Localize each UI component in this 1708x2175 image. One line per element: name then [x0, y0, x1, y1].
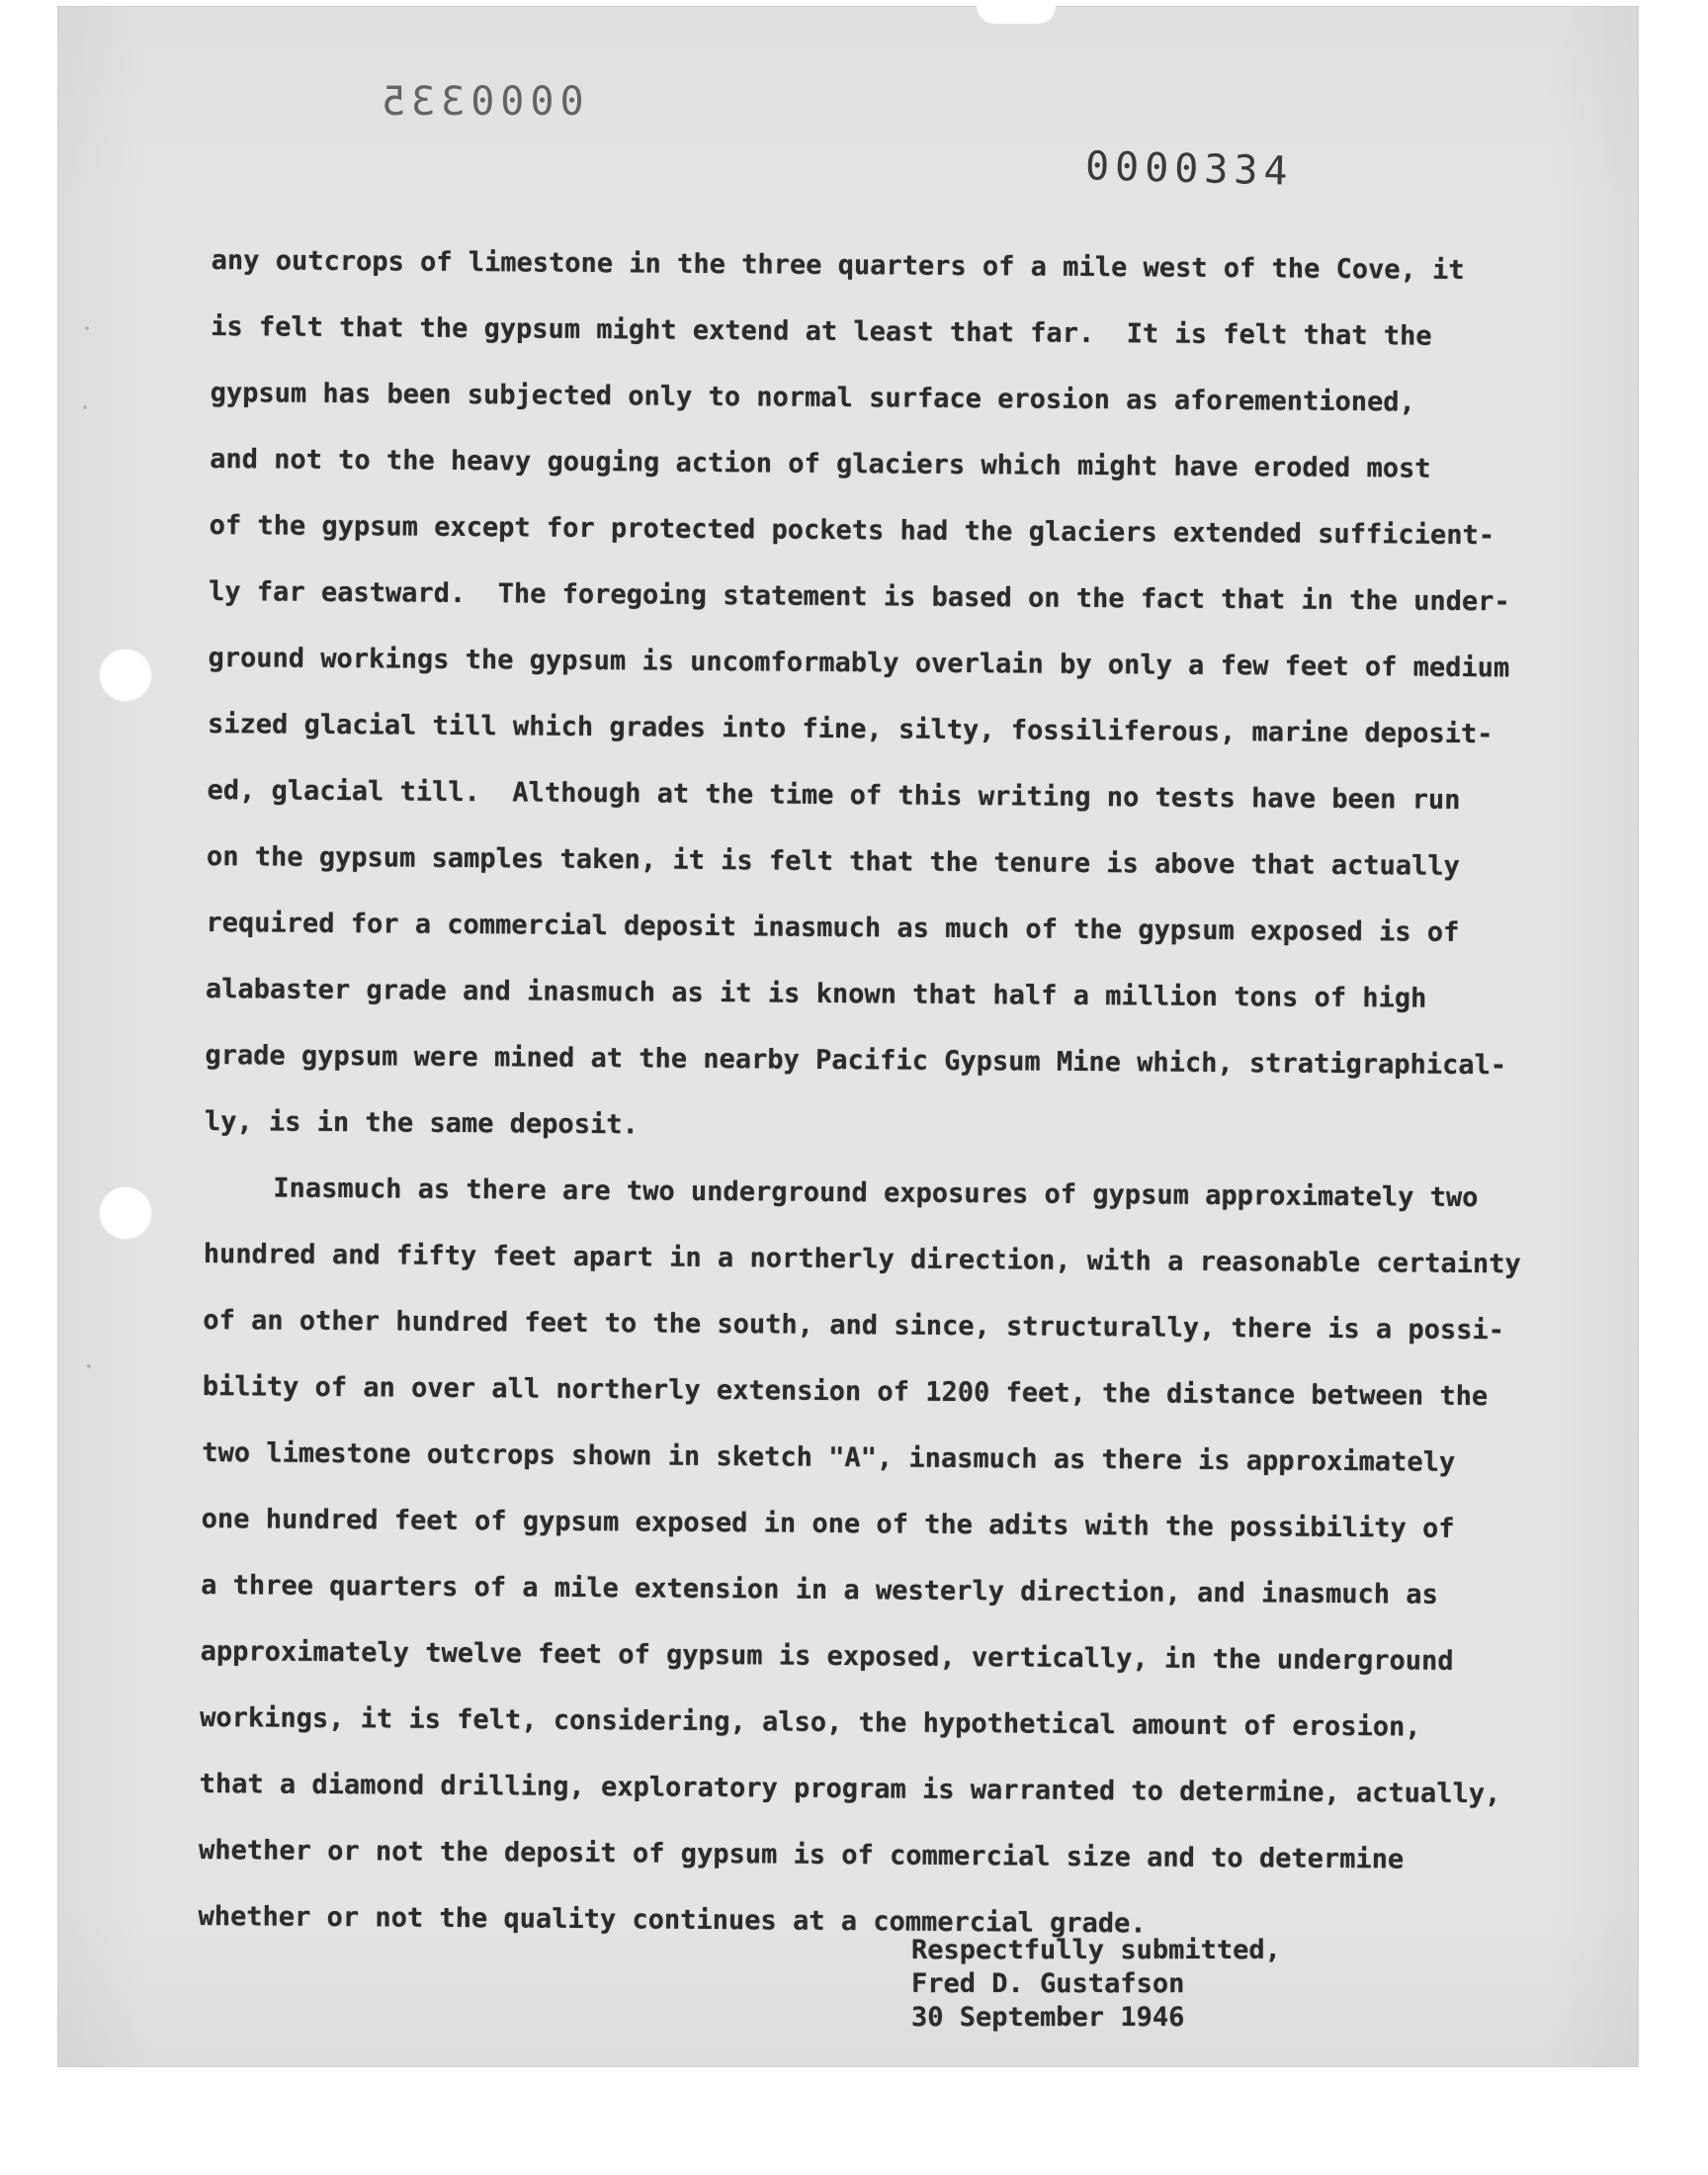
paper-speck [87, 1364, 91, 1368]
body-line: that a diamond drilling, exploratory program is warranted to determine, actually, [199, 1768, 1501, 1810]
paper-speck [85, 326, 89, 330]
body-line: one hundred feet of gypsum exposed in one of the adits with the possibility of [201, 1503, 1455, 1544]
body-line: alabaster grade and inasmuch as it is known that half a million tons of high [205, 973, 1427, 1014]
mirrored-page-stamp: 0000335 [376, 79, 584, 125]
signature-name: Fred D. Gustafson [911, 1968, 1185, 1999]
body-line: ly, is in the same deposit. [204, 1105, 639, 1141]
body-line: of an other hundred feet to the south, and since, structurally, there is a possi- [203, 1304, 1505, 1347]
body-line: approximately twelve feet of gypsum is exposed, vertically, in the underground [200, 1635, 1454, 1677]
body-line: ly far eastward. The foregoing statement is based on the fact that in the under- [208, 575, 1510, 618]
body-line: is felt that the gypsum might extend at least that far. It is felt that the [211, 310, 1432, 352]
body-line: two limestone outcrops shown in sketch "A", inasmuch as there is approximately [202, 1436, 1456, 1478]
body-line: sized glacial till which grades into fine, silty, fossiliferous, marine deposit- [207, 708, 1494, 750]
signature-date: 30 September 1946 [911, 2002, 1185, 2033]
body-line: required for a commercial deposit inasmuch as much of the gypsum exposed is of [206, 907, 1460, 948]
body-line: on the gypsum samples taken, it is felt that the tenure is above that actually [206, 840, 1461, 882]
body-line: whether or not the quality continues at a commercial grade. [198, 1900, 1147, 1940]
punch-hole-upper [99, 649, 152, 702]
body-line: grade gypsum were mined at the nearby Pacific Gypsum Mine which, stratigraphical- [205, 1039, 1507, 1082]
report-body [198, 227, 1556, 1960]
body-line: whether or not the deposit of gypsum is of commercial size and to determine [198, 1834, 1405, 1875]
page-number-stamp: 0000334 [1084, 143, 1295, 195]
paragraph-start-line: Inasmuch as there are two underground exposures of gypsum approximately two [273, 1173, 1479, 1214]
body-line: bility of an over all northerly extension of 1200 feet, the distance between the [202, 1370, 1489, 1413]
body-line: and not to the heavy gouging action of glaciers which might have eroded most [210, 443, 1431, 484]
punch-hole-lower [99, 1186, 152, 1240]
body-line: any outcrops of limestone in the three quarters of a mile west of the Cove, it [211, 244, 1465, 286]
signature-closing: Respectfully submitted, [911, 1935, 1281, 1965]
body-line: a three quarters of a mile extension in a westerly direction, and inasmuch as [201, 1569, 1438, 1610]
body-line: of the gypsum except for protected pockets had the glaciers extended sufficient- [209, 509, 1495, 552]
body-line: gypsum has been subjected only to normal surface erosion as aforementioned, [210, 377, 1415, 418]
body-line: ground workings the gypsum is uncomformably overlain by only a few feet of medium [208, 642, 1510, 684]
paper-speck [83, 405, 87, 409]
body-line: hundred and fifty feet apart in a northerly direction, with a reasonable certainty [203, 1238, 1521, 1280]
page-notch [977, 6, 1056, 24]
body-line: workings, it is felt, considering, also, the hypothetical amount of erosion, [200, 1701, 1421, 1743]
signature-block [911, 1934, 1281, 2035]
body-line: ed, glacial till. Although at the time of this writing no tests have been run [207, 774, 1461, 816]
